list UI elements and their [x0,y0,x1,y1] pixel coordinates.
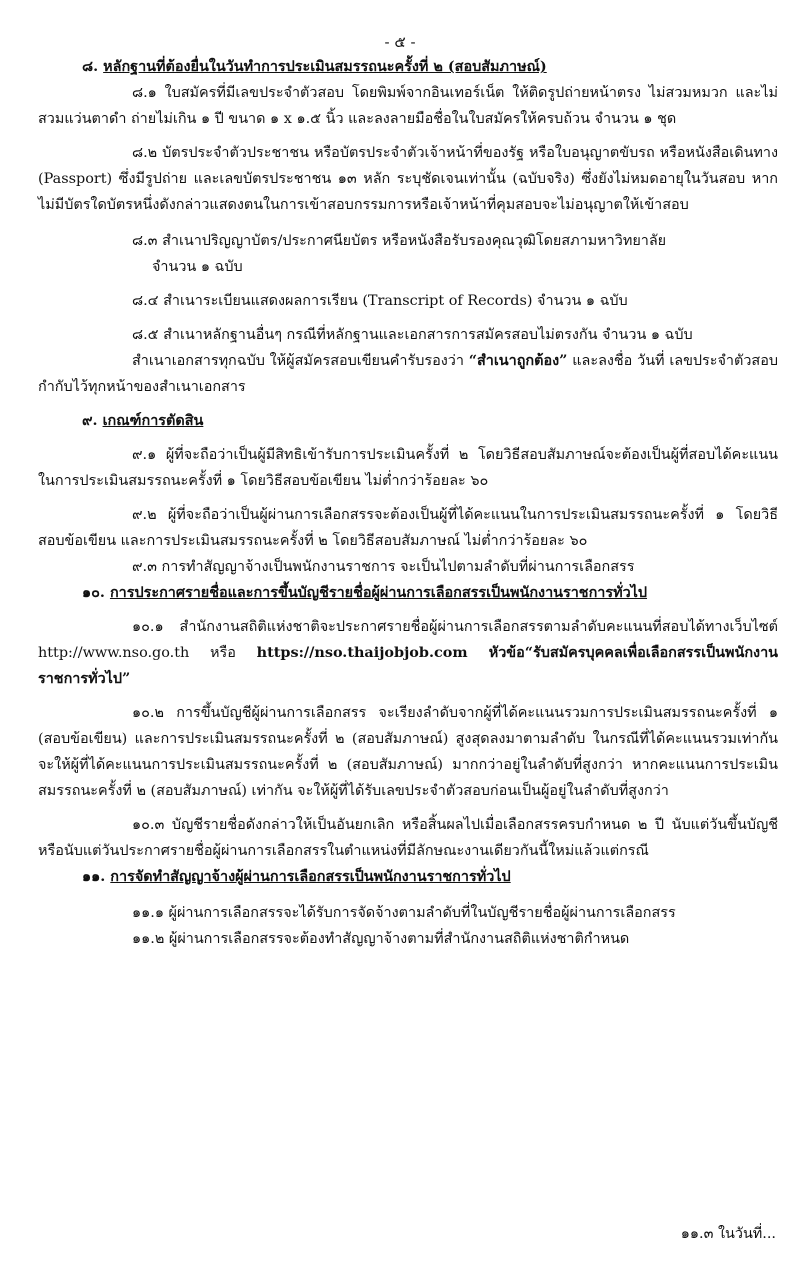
para-10-1-text: ๑๐.๑ สำนักงานสถิติแห่งชาติจะประกาศรายชื่อผู้ผ่านการเลือกสรรตามลำดับคะแนนที่สอบได้ทางเว็บไซต์ [132,619,778,635]
document-body [38,54,778,952]
page-number: - ๕ - [384,33,416,51]
section-9-title: เกณฑ์การตัดสิน [102,412,204,429]
section-9-number: ๙. [82,412,98,429]
para-10-2: ๑๐.๒ การขึ้นบัญชีผู้ผ่านการเลือกสรร จะเรียงลำดับจากผู้ที่ได้คะแนนรวมการประเมินสมรรถนะครั้งที่ ๑ (สอบข้อเขียน) และการประเมินสมรรถนะครั้งที่ ๒ (สอบสัมภาษณ์) สูงสุดลงมาตามลำดับ ในกรณีที่ได้คะแนนรวมเท่ากัน จะให้ผู้ที่ได้คะแนนการประเมินสมรรถนะครั้งที่ ๒ (สอบสัมภาษณ์) มากกว่าอยู่ในลำดับที่สูงกว่า หากคะแนนการประเมินสมรรถนะครั้งที่ ๒ (สอบสัมภาษณ์) เท่ากัน จะให้ผู้ที่ได้รับเลขประจำตัวสอบก่อนเป็นผู้อยู่ในลำดับที่สูงกว่า [38,705,778,799]
para-8-1: ๘.๑ ใบสมัครที่มีเลขประจำตัวสอบ โดยพิมพ์จากอินเทอร์เน็ต ให้ติดรูปถ่ายหน้าตรง ไม่สวมหมวก และไม่สวมแว่นตาดำ ถ่ายไม่เกิน ๑ ปี ขนาด ๑ x ๑.๕ นิ้ว และลงลายมือชื่อในใบสมัครให้ครบถ้วน จำนวน ๑ ชุด [38,85,778,127]
para-8-6-text-a: สำเนาเอกสารทุกฉบับ ให้ผู้สมัครสอบเขียนคำรับรองว่า [132,353,469,369]
section-11-title: การจัดทำสัญญาจ้างผู้ผ่านการเลือกสรรเป็นพนักงานราชการทั่วไป [110,868,511,885]
para-8-6 [38,348,778,400]
para-10-1 [38,614,778,692]
para-8-4: ๘.๔ สำเนาระเบียนแสดงผลการเรียน (Transcript of Records) จำนวน ๑ ฉบับ [132,293,628,309]
page-continuation: ๑๑.๓ ในวันที่... [680,1226,776,1242]
para-9-3: ๙.๓ การทำสัญญาจ้างเป็นพนักงานราชการ จะเป็นไปตามลำดับที่ผ่านการเลือกสรร [132,559,635,575]
para-11-1: ๑๑.๑ ผู้ผ่านการเลือกสรรจะได้รับการจัดจ้างตามลำดับที่ในบัญชีรายชื่อผู้ผ่านการเลือกสรร [132,905,676,921]
section-10-heading [38,580,778,606]
section-8-number: ๘. [82,58,99,75]
para-8-3-text: ๘.๓ สำเนาปริญญาบัตร/ประกาศนียบัตร หรือหนังสือรับรองคุณวุฒิโดยสภามหาวิทยาลัย [132,233,667,249]
section-10-number: ๑๐. [82,584,105,601]
para-10-3: ๑๐.๓ บัญชีรายชื่อดังกล่าวให้เป็นอันยกเลิก หรือสิ้นผลไปเมื่อเลือกสรรครบกำหนด ๒ ปี นับแต่วันขึ้นบัญชีหรือนับแต่วันประกาศรายชื่อผู้ผ่านการเลือกสรรในตำแหน่งที่มีลักษณะงานเดียวกันนี้ใหม่แล้วแต่กรณี [38,817,778,859]
nso-link[interactable]: http://www.nso.go.th [38,645,190,661]
section-11-number: ๑๑. [82,868,106,885]
para-9-2: ๙.๒ ผู้ที่จะถือว่าเป็นผู้ผ่านการเลือกสรรจะต้องเป็นผู้ที่ได้คะแนนในการประเมินสมรรถนะครั้งที่ ๑ โดยวิธีสอบข้อเขียน และการประเมินสมรรถนะครั้งที่ ๒ โดยวิธีสอบสัมภาษณ์ ไม่ต่ำกว่าร้อยละ ๖๐ [38,507,778,549]
para-8-2: ๘.๒ บัตรประจำตัวประชาชน หรือบัตรประจำตัวเจ้าหน้าที่ของรัฐ หรือใบอนุญาตขับรถ หรือหนังสือเดินทาง (Passport) ซึ่งมีรูปถ่าย และเลขบัตรประชาชน ๑๓ หลัก ระบุชัดเจนเท่านั้น (ฉบับจริง) ซึ่งยังไม่หมดอายุในวันสอบ หากไม่มีบัตรใดบัตรหนึ่งดังกล่าวแสดงตนในการเข้าสอบกรรมการหรือเจ้าหน้าที่คุมสอบจะไม่อนุญาตให้เข้าสอบ [38,145,778,213]
para-8-3 [38,228,778,280]
section-9-heading [38,408,778,434]
para-9-1: ๙.๑ ผู้ที่จะถือว่าเป็นผู้มีสิทธิเข้ารับการประเมินครั้งที่ ๒ โดยวิธีสอบสัมภาษณ์จะต้องเป็นผู้ที่สอบได้คะแนนในการประเมินสมรรถนะครั้งที่ ๑ โดยวิธีสอบข้อเขียน ไม่ต่ำกว่าร้อยละ ๖๐ [38,447,778,489]
para-11-2: ๑๑.๒ ผู้ผ่านการเลือกสรรจะต้องทำสัญญาจ้างตามที่สำนักงานสถิติแห่งชาติกำหนด [132,931,630,947]
para-8-3-count: จำนวน ๑ ฉบับ [152,259,243,275]
section-10-title: การประกาศรายชื่อและการขึ้นบัญชีรายชื่อผู้ผ่านการเลือกสรรเป็นพนักงานราชการทั่วไป [109,584,648,601]
para-10-1-or: หรือ [189,645,257,661]
section-8-title: หลักฐานที่ต้องยื่นในวันทำการประเมินสมรรถนะครั้งที่ ๒ (สอบสัมภาษณ์) [103,58,547,75]
para-8-6-text-c: และลงชื่อ วันที่ เลขประจำตัวสอบกำกับไว้ทุกหน้าของสำเนาเอกสาร [38,353,778,395]
para-8-6-certified: “สำเนาถูกต้อง” [468,352,568,369]
section-11-heading [38,864,778,890]
section-8-heading [38,54,778,80]
thaijobjob-link[interactable]: https://nso.thaijobjob.com หัวข้อ“รับสมัครบุคคลเพื่อเลือกสรรเป็นพนักงานราชการทั่วไป” [38,644,779,687]
para-8-5: ๘.๕ สำเนาหลักฐานอื่นๆ กรณีที่หลักฐานและเอกสารการสมัครสอบไม่ตรงกัน จำนวน ๑ ฉบับ [132,327,693,343]
